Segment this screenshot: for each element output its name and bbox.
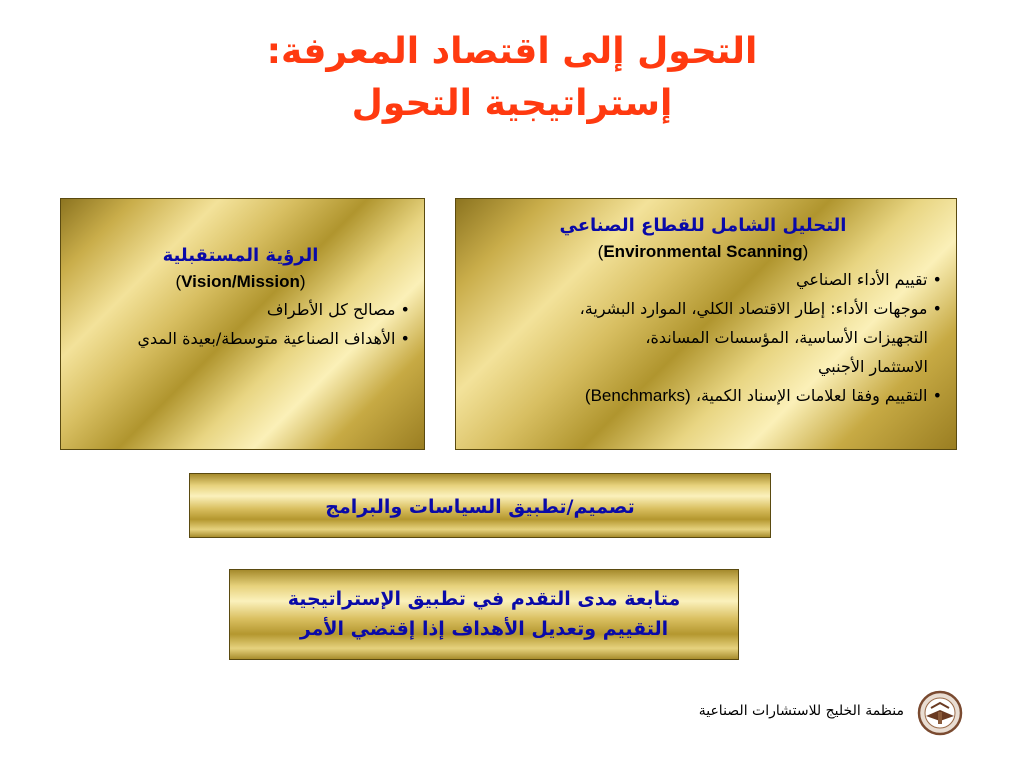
bullet-benchmarks-english: (Benchmarks) xyxy=(584,386,691,405)
slide-title-line1: التحول إلى اقتصاد المعرفة: xyxy=(266,31,758,72)
monitoring-line1: متابعة مدى التقدم في تطبيق الإستراتيجية xyxy=(287,588,681,610)
organization-name: منظمة الخليج للاستشارات الصناعية xyxy=(698,703,904,719)
goic-logo-icon xyxy=(917,690,963,736)
bullet-benchmarks-arabic: • التقييم وفقا لعلامات الإسناد الكمية، xyxy=(695,386,942,405)
bullet-performance-drivers: • موجهات الأداء: إطار الاقتصاد الكلي، الموارد البشرية، xyxy=(579,299,942,318)
vision-mission-box xyxy=(60,198,425,450)
bullet-performance-drivers-cont1: التجهيزات الأساسية، المؤسسات المساندة، xyxy=(645,328,928,347)
slide-title xyxy=(0,26,1024,130)
monitoring-line2: التقييم وتعديل الأهداف إذا إقتضي الأمر xyxy=(299,618,669,640)
policy-design-box xyxy=(189,473,771,538)
vision-mission-english-text: Vision/Mission xyxy=(181,272,300,291)
environmental-scanning-english-text: Environmental Scanning xyxy=(603,242,803,261)
environmental-scanning-english: (Environmental Scanning) xyxy=(597,242,809,261)
bullet-stakeholder-interests: • مصالح كل الأطراف xyxy=(266,300,410,319)
bullet-benchmarks xyxy=(464,381,942,410)
slide-title-line2: إستراتيجية التحول xyxy=(351,83,673,124)
environmental-scanning-heading: التحليل الشامل للقطاع الصناعي xyxy=(559,215,847,236)
bullet-performance-evaluation: • تقييم الأداء الصناعي xyxy=(796,270,942,289)
policy-design-text: تصميم/تطبيق السياسات والبرامج xyxy=(325,496,635,518)
vision-mission-english: (Vision/Mission) xyxy=(175,272,306,291)
vision-mission-heading: الرؤية المستقبلية xyxy=(162,245,319,266)
bullet-performance-drivers-cont2: الاستثمار الأجنبي xyxy=(817,357,928,376)
environmental-scanning-box xyxy=(455,198,957,450)
bullet-industrial-goals: • الأهداف الصناعية متوسطة/بعيدة المدي xyxy=(137,329,410,348)
monitoring-box xyxy=(229,569,739,660)
